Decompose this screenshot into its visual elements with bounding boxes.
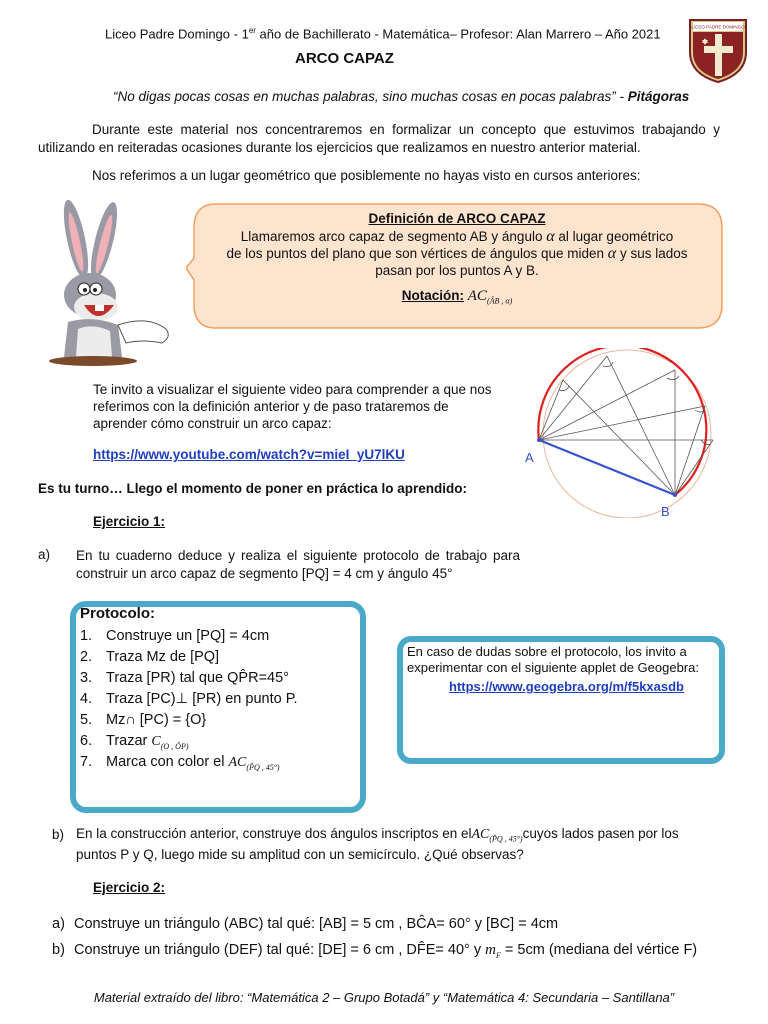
definition-title: Definición de ARCO CAPAZ (368, 211, 546, 226)
ex1-b-label: b) (52, 827, 65, 842)
footer-source: Material extraído del libro: “Matemática 2 – Grupo Botadá” y “Matemática 4: Secundaria – Santillana” (93, 990, 675, 1005)
point-b-label: B (661, 504, 670, 518)
definition-l2b: y sus lados (619, 246, 688, 261)
ex1-a-text: En tu cuaderno deduce y realiza el siguiente protocolo de trabajo para construir un arco capaz de segmento [PQ] = 4 cm y ángulo 45° (76, 548, 520, 581)
ex2-a-label: a) (52, 916, 65, 932)
ex1-a-label: a) (38, 547, 51, 562)
definition-line-1 (210, 228, 704, 245)
protocol-step (80, 647, 298, 668)
notation-subscript: (ÂB , α) (486, 296, 513, 306)
protocol-box (70, 601, 366, 813)
video-link[interactable]: https://www.youtube.com/watch?v=mieI_yU7lKU (93, 447, 405, 462)
protocol-step (80, 626, 298, 647)
header-sup: er (248, 26, 256, 35)
intro-paragraph-1: Durante este material nos concentraremos en formalizar un concepto que estuvimos trabajando y utilizando en reiteradas ocasiones durante los ejercicios que realizamos en nuestro anterior material. (38, 122, 720, 155)
quote-text: “No digas pocas cosas en muchas palabras, sino muchas cosas en pocas palabras” (113, 89, 616, 104)
step-text: Traza [PR) tal que QP̂R=45° (106, 670, 289, 686)
ex2-title: Ejercicio 2: (93, 880, 166, 895)
definition-line-3: pasan por los puntos A y B. (375, 263, 539, 278)
quote-author: Pitágoras (627, 89, 690, 104)
definition-l1a: Llamaremos arco capaz de segmento AB y ángulo (240, 229, 543, 244)
definition-l2a: de los puntos del plano que son vértices de ángulos que miden (226, 246, 605, 261)
video-paragraph: Te invito a visualizar el siguiente video para comprender a que nos referimos con la definición anterior y de paso trataremos de aprender cómo construir un arco capaz: (93, 382, 492, 431)
turn-heading: Es tu turno… Llego el momento de poner en práctica lo aprendido: (38, 481, 468, 496)
ex2-b-text-2: = 5cm (mediana del vértice F) (500, 942, 698, 958)
ex2-a (52, 916, 558, 932)
ex2-a-text: Construye un triángulo (ABC) tal qué: [AB] = 5 cm , BĈA= 60° y [BC] = 4cm (74, 916, 559, 932)
step-text: Marca con color el (106, 754, 225, 770)
ex1-b-text-1: En la construcción anterior, construye dos ángulos inscriptos en el (76, 826, 472, 841)
circle-symbol: C (151, 734, 161, 749)
definition-text (210, 210, 704, 310)
ex1-b-text-2: cuyos lados pasen por los (522, 826, 679, 841)
ex1-b-arc-subscript: (P̂Q , 45°) (489, 834, 523, 844)
protocol-step (80, 689, 298, 710)
cartoon-rabbit-image (38, 197, 188, 367)
intro-paragraph-2: Nos referimos a un lugar geométrico que posiblemente no hayas visto en cursos anteriores: (92, 168, 641, 183)
step-number: 1. (80, 628, 93, 644)
step-number: 7. (80, 754, 93, 770)
definition-l1b: al lugar geométrico (558, 229, 674, 244)
geogebra-text: En caso de dudas sobre el protocolo, los invito a experimentar con el siguiente applet de Geogebra: (407, 644, 699, 675)
arc-capaz-diagram (515, 348, 725, 518)
notation-symbol: AC (467, 288, 487, 304)
arc-subscript: (P̂Q , 45°) (246, 762, 280, 772)
notation-label: Notación: (401, 288, 464, 303)
ex1-b-line-2: puntos P y Q, luego mide su amplitud con un semicírculo. ¿Qué observas? (76, 847, 524, 862)
protocol-steps (80, 626, 298, 773)
shield-motto: LICEO PADRE DOMINGO (691, 24, 745, 30)
step-number: 2. (80, 649, 93, 665)
step-text: Traza [PC)⊥ [PR) en punto P. (106, 691, 298, 707)
protocol-step (80, 731, 298, 752)
step-text: Construye un [PQ] = 4cm (106, 628, 270, 644)
header-school: Liceo Padre Domingo - 1 (105, 26, 249, 42)
ex2-b-text-1: Construye un triángulo (DEF) tal qué: [DE] = 6 cm , DF̂E= 40° y (74, 942, 482, 958)
quote (113, 89, 689, 104)
protocol-step (80, 710, 298, 731)
notation (210, 287, 704, 310)
alpha-symbol-1: α (546, 228, 555, 245)
step-number: 6. (80, 733, 93, 749)
step-number: 3. (80, 670, 93, 686)
ex1-title: Ejercicio 1: (93, 514, 166, 529)
ex2-b (52, 942, 697, 960)
ex1-b-line-1 (76, 826, 726, 844)
protocol-step (80, 752, 298, 773)
step-text: Trazar (106, 733, 148, 749)
header-line (105, 26, 661, 41)
step-number: 4. (80, 691, 93, 707)
definition-line-2 (210, 245, 704, 262)
step-text: Mz∩ [PC) = {O} (106, 712, 207, 728)
circle-subscript: (O , ÔP) (160, 741, 189, 751)
alpha-symbol-2: α (607, 245, 617, 262)
arc-symbol: AC (228, 755, 247, 770)
school-shield-logo (688, 18, 748, 84)
geogebra-box (397, 636, 725, 764)
ex2-b-label: b) (52, 942, 65, 958)
point-a-label: A (525, 450, 534, 465)
geogebra-link[interactable]: https://www.geogebra.org/m/f5kxasdb (449, 679, 684, 694)
median-symbol: m (485, 942, 497, 958)
header-rest: año de Bachillerato - Matemática– Profesor: Alan Marrero – Año 2021 (255, 26, 661, 42)
step-number: 5. (80, 712, 93, 728)
ex1-b-arc-symbol: AC (471, 827, 490, 842)
protocol-step (80, 668, 298, 689)
step-text: Traza Mz de [PQ] (106, 649, 220, 665)
quote-sep: - (615, 89, 628, 104)
protocol-title: Protocolo: (80, 605, 155, 622)
page-title: ARCO CAPAZ (295, 50, 394, 67)
median-subscript: F (496, 950, 501, 960)
